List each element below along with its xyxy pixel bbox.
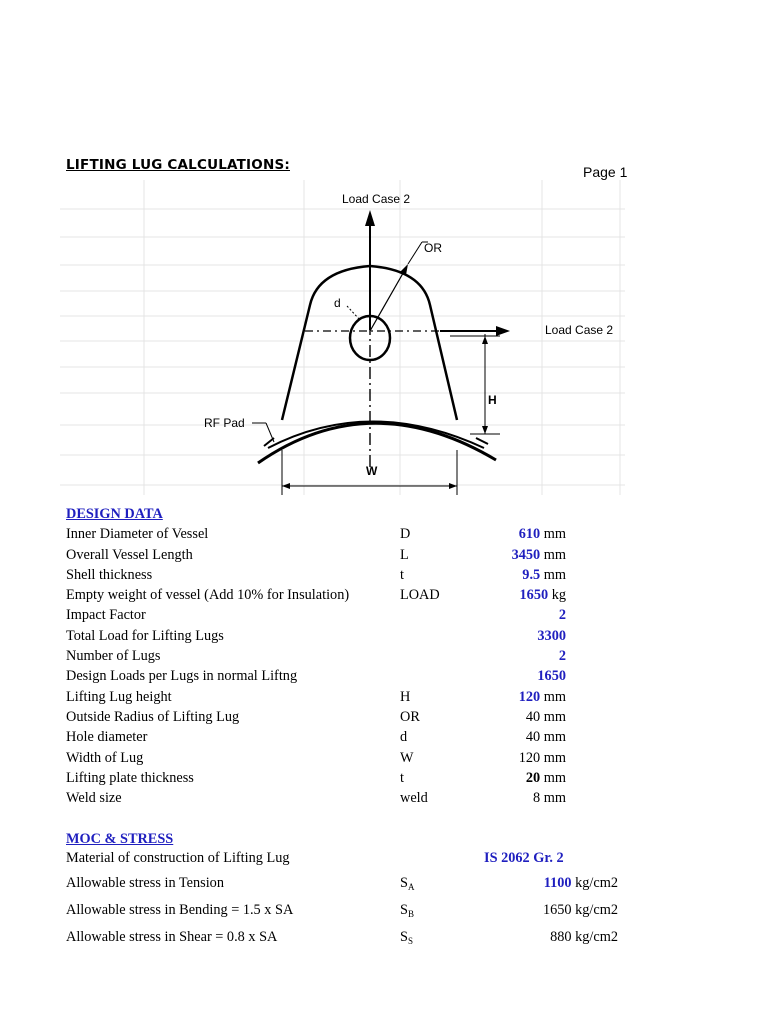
row-label: Number of Lugs [66,648,161,665]
load-arrow-right [496,326,510,336]
stress-symbol-main: S [400,875,408,891]
stress-symbol-main: S [400,902,408,918]
row-label: Total Load for Lifting Lugs [66,627,224,644]
stress-row [66,897,646,924]
row-value-cell [559,605,566,625]
row-symbol: W [400,749,414,766]
row-label: Weld size [66,790,122,807]
row-symbol: t [400,566,404,583]
table-row [66,707,646,727]
moc-table [66,846,646,951]
vessel-shell [258,423,496,463]
stress-symbol-sub: B [407,909,414,919]
stress-unit: kg/cm2 [575,875,618,891]
lug-diagram [60,180,625,495]
row-label: Outside Radius of Lifting Lug [66,708,240,725]
page-number: Page 1 [583,164,628,180]
row-value-cell [537,666,566,686]
material-row [66,846,646,870]
row-unit: mm [543,790,566,807]
row-label: Lifting Lug height [66,688,172,705]
table-row [66,666,646,686]
row-value-cell [520,585,566,605]
row-value: 120 [518,749,541,766]
row-value: 20 [525,769,541,786]
row-value-cell [526,707,566,727]
row-symbol: LOAD [400,587,440,604]
row-unit: mm [543,769,566,786]
stress-symbol [400,924,413,955]
stress-symbol-main: S [400,929,408,945]
row-value: 3450 [511,546,541,563]
row-symbol: d [400,729,408,746]
row-symbol: weld [400,790,428,807]
d-label: d [334,296,341,310]
row-label: Hole diameter [66,729,148,746]
w-label: W [366,464,378,478]
row-label: Design Loads per Lugs in normal Liftng [66,668,298,685]
table-row [66,727,646,747]
row-value-cell [519,748,566,768]
row-value: 2 [558,607,566,624]
row-value: 1650 [519,587,549,604]
stress-value-cell [544,870,618,897]
row-unit: kg [551,587,566,604]
row-value-cell [533,788,566,808]
table-row [66,565,646,585]
table-row [66,748,646,768]
row-unit: mm [543,708,566,725]
row-value: 3300 [537,627,566,644]
row-unit: mm [543,749,566,766]
stress-unit: kg/cm2 [575,902,618,918]
row-value-cell [537,626,566,646]
row-unit: mm [543,526,566,543]
stress-value: 1650 [542,902,572,918]
stress-label: Allowable stress in Shear = 0.8 x SA [66,929,278,945]
stress-value-cell [543,897,618,924]
table-row [66,788,646,808]
stress-label: Allowable stress in Tension [66,875,224,891]
table-row [66,585,646,605]
row-value-cell [519,524,566,544]
design-data-heading-row [66,504,646,524]
row-value: 2 [558,648,566,665]
table-row [66,524,646,544]
row-value-cell [522,565,566,585]
stress-unit: kg/cm2 [575,929,618,945]
load-arrow-up [365,210,375,226]
row-value-cell [526,727,566,747]
load-case-right-label: Load Case 2 [545,323,614,337]
row-value: 1650 [537,668,566,685]
stress-row [66,924,646,951]
row-unit: mm [543,729,566,746]
stress-value-cell [550,924,618,951]
row-label: Empty weight of vessel (Add 10% for Insulation) [66,587,350,604]
row-value: 40 [525,729,541,746]
row-value-cell [519,687,566,707]
stress-value: 1100 [543,875,572,891]
table-row [66,687,646,707]
row-label: Overall Vessel Length [66,546,193,563]
row-value: 8 [533,790,541,807]
stress-row [66,870,646,897]
table-row [66,646,646,666]
or-label: OR [424,241,442,255]
table-row [66,605,646,625]
grid-lines [60,180,625,495]
load-case-top-label: Load Case 2 [342,192,411,206]
design-data-table [66,504,646,808]
table-row [66,768,646,788]
row-value-cell [559,646,566,666]
rf-pad-label: RF Pad [204,416,245,430]
row-value: 9.5 [522,566,541,583]
stress-symbol-sub: A [407,882,415,892]
stress-label: Allowable stress in Bending = 1.5 x SA [66,902,294,918]
design-data-heading: DESIGN DATA [66,506,163,522]
row-label: Shell thickness [66,566,153,583]
row-unit: mm [543,546,566,563]
stress-symbol-sub: S [407,936,413,946]
row-symbol: H [400,688,411,705]
row-label: Width of Lug [66,749,144,766]
row-value: 610 [518,526,541,543]
material-value: IS 2062 Gr. 2 [484,850,564,866]
row-value: 120 [518,688,541,705]
stress-rows [66,870,646,951]
page-title: LIFTING LUG CALCULATIONS: [66,157,290,173]
row-value: 40 [525,708,541,725]
row-value-cell [526,768,566,788]
row-unit: mm [543,688,566,705]
lug-diagram-svg [60,180,625,495]
material-label: Material of construction of Lifting Lug [66,850,290,866]
row-symbol: L [400,546,409,563]
row-unit: mm [543,566,566,583]
row-label: Inner Diameter of Vessel [66,526,209,543]
table-row [66,626,646,646]
stress-value: 880 [550,929,572,945]
row-label: Lifting plate thickness [66,769,194,786]
row-symbol: t [400,769,404,786]
h-label: H [488,393,497,407]
design-data-rows [66,524,646,808]
row-symbol: D [400,526,411,543]
moc-heading: MOC & STRESS [66,831,174,847]
row-label: Impact Factor [66,607,146,624]
table-row [66,545,646,565]
row-symbol: OR [400,708,420,725]
row-value-cell [512,545,566,565]
